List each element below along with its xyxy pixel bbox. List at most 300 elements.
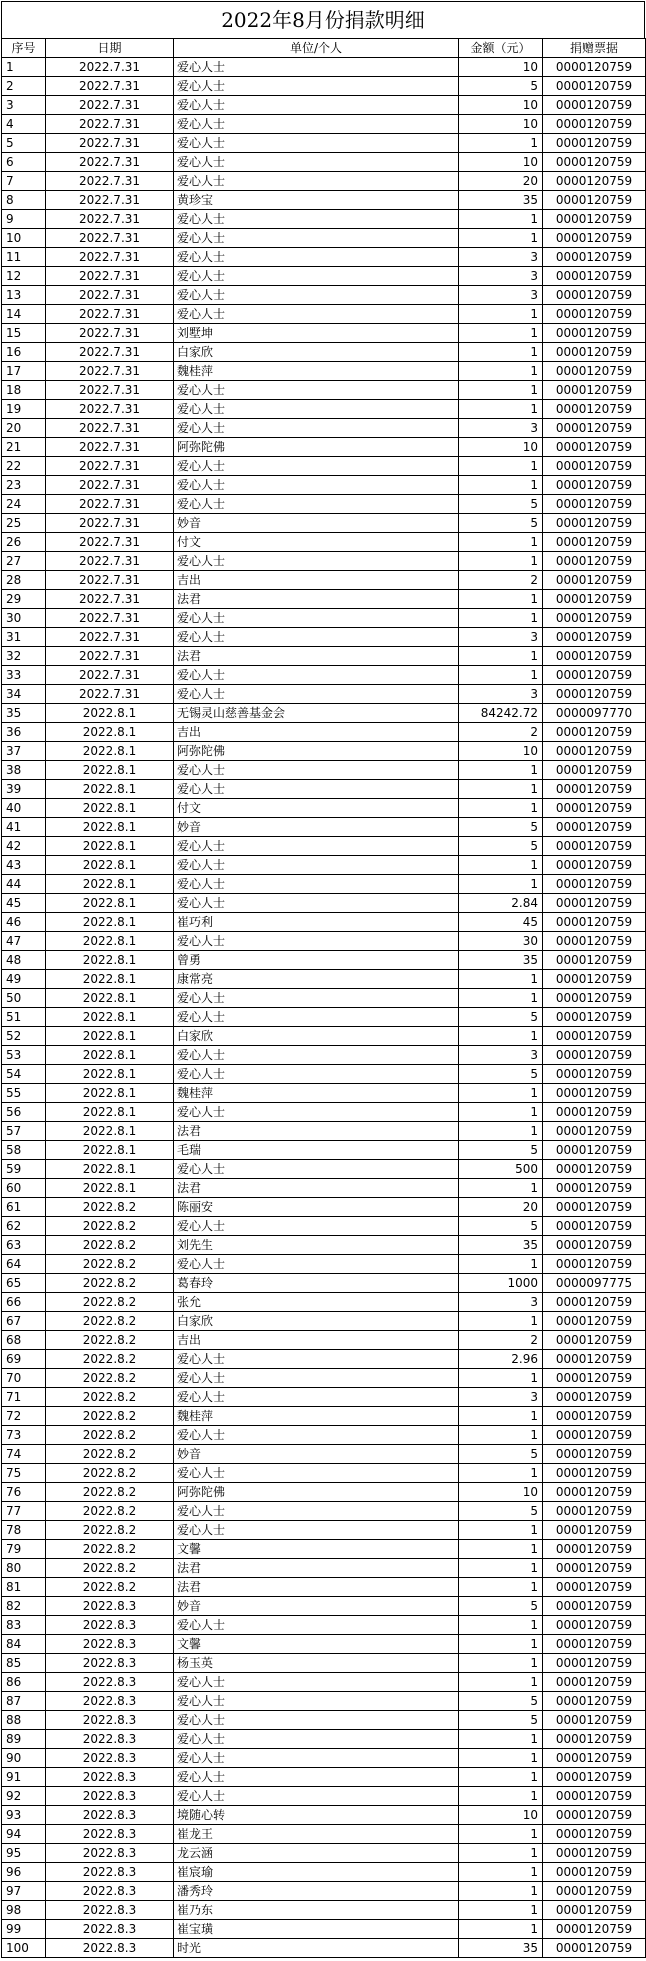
row-date: 2022.7.31 <box>46 134 174 153</box>
row-seq: 45 <box>2 894 46 913</box>
row-date: 2022.8.1 <box>46 780 174 799</box>
row-receipt: 0000120759 <box>543 1312 646 1331</box>
row-seq: 89 <box>2 1730 46 1749</box>
row-amount: 1 <box>459 1673 543 1692</box>
row-date: 2022.8.3 <box>46 1768 174 1787</box>
row-amount: 3 <box>459 628 543 647</box>
row-date: 2022.8.2 <box>46 1388 174 1407</box>
row-receipt: 0000120759 <box>543 1445 646 1464</box>
row-date: 2022.8.1 <box>46 913 174 932</box>
row-amount: 1 <box>459 1749 543 1768</box>
row-amount: 1 <box>459 210 543 229</box>
row-date: 2022.7.31 <box>46 647 174 666</box>
row-seq: 12 <box>2 267 46 286</box>
row-seq: 52 <box>2 1027 46 1046</box>
row-seq: 47 <box>2 932 46 951</box>
row-seq: 23 <box>2 476 46 495</box>
table-row <box>2 1103 646 1122</box>
table-row <box>2 666 646 685</box>
table-row <box>2 1521 646 1540</box>
row-receipt: 0000120759 <box>543 1711 646 1730</box>
row-donor: 白家欣 <box>174 343 459 362</box>
table-row <box>2 77 646 96</box>
row-receipt: 0000120759 <box>543 1046 646 1065</box>
row-receipt: 0000120759 <box>543 1350 646 1369</box>
row-amount: 1 <box>459 324 543 343</box>
table-row <box>2 1578 646 1597</box>
row-donor: 爱心人士 <box>174 153 459 172</box>
row-donor: 爱心人士 <box>174 229 459 248</box>
table-row <box>2 495 646 514</box>
table-row <box>2 799 646 818</box>
page-title: 2022年8月份捐款明细 <box>1 1 645 38</box>
row-seq: 56 <box>2 1103 46 1122</box>
row-seq: 22 <box>2 457 46 476</box>
row-date: 2022.7.31 <box>46 191 174 210</box>
row-date: 2022.7.31 <box>46 343 174 362</box>
row-donor: 爱心人士 <box>174 1160 459 1179</box>
row-date: 2022.8.3 <box>46 1654 174 1673</box>
table-row <box>2 1749 646 1768</box>
header-receipt: 捐赠票据 <box>543 39 646 58</box>
row-receipt: 0000120759 <box>543 1901 646 1920</box>
row-receipt: 0000120759 <box>543 1160 646 1179</box>
row-date: 2022.8.3 <box>46 1616 174 1635</box>
row-date: 2022.8.2 <box>46 1464 174 1483</box>
row-seq: 36 <box>2 723 46 742</box>
row-receipt: 0000120759 <box>543 514 646 533</box>
row-donor: 爱心人士 <box>174 1426 459 1445</box>
row-date: 2022.7.31 <box>46 495 174 514</box>
row-date: 2022.8.2 <box>46 1369 174 1388</box>
row-receipt: 0000120759 <box>543 1597 646 1616</box>
row-seq: 86 <box>2 1673 46 1692</box>
row-seq: 65 <box>2 1274 46 1293</box>
row-donor: 爱心人士 <box>174 476 459 495</box>
row-seq: 19 <box>2 400 46 419</box>
row-donor: 爱心人士 <box>174 685 459 704</box>
row-seq: 44 <box>2 875 46 894</box>
row-date: 2022.7.31 <box>46 96 174 115</box>
row-amount: 1 <box>459 1863 543 1882</box>
row-seq: 14 <box>2 305 46 324</box>
row-seq: 21 <box>2 438 46 457</box>
row-seq: 74 <box>2 1445 46 1464</box>
row-seq: 17 <box>2 362 46 381</box>
row-date: 2022.7.31 <box>46 685 174 704</box>
row-donor: 爱心人士 <box>174 1103 459 1122</box>
table-row <box>2 1787 646 1806</box>
row-donor: 爱心人士 <box>174 1768 459 1787</box>
row-receipt: 0000120759 <box>543 77 646 96</box>
row-receipt: 0000120759 <box>543 1008 646 1027</box>
row-amount: 1 <box>459 1084 543 1103</box>
row-date: 2022.8.1 <box>46 1084 174 1103</box>
row-date: 2022.8.1 <box>46 1065 174 1084</box>
row-donor: 无锡灵山慈善基金会 <box>174 704 459 723</box>
row-amount: 84242.72 <box>459 704 543 723</box>
row-receipt: 0000120759 <box>543 381 646 400</box>
row-date: 2022.7.31 <box>46 571 174 590</box>
row-donor: 张允 <box>174 1293 459 1312</box>
row-receipt: 0000120759 <box>543 495 646 514</box>
row-date: 2022.8.3 <box>46 1673 174 1692</box>
header-donor: 单位/个人 <box>174 39 459 58</box>
row-date: 2022.7.31 <box>46 153 174 172</box>
row-date: 2022.8.2 <box>46 1350 174 1369</box>
row-amount: 1 <box>459 1578 543 1597</box>
row-donor: 爱心人士 <box>174 134 459 153</box>
row-donor: 葛春玲 <box>174 1274 459 1293</box>
table-row <box>2 1882 646 1901</box>
row-date: 2022.8.1 <box>46 1027 174 1046</box>
row-seq: 69 <box>2 1350 46 1369</box>
row-amount: 1000 <box>459 1274 543 1293</box>
row-donor: 爱心人士 <box>174 894 459 913</box>
row-amount: 1 <box>459 1407 543 1426</box>
row-donor: 阿弥陀佛 <box>174 742 459 761</box>
row-donor: 爱心人士 <box>174 1692 459 1711</box>
row-donor: 爱心人士 <box>174 1521 459 1540</box>
row-date: 2022.8.2 <box>46 1274 174 1293</box>
row-receipt: 0000120759 <box>543 894 646 913</box>
row-amount: 1 <box>459 590 543 609</box>
row-amount: 5 <box>459 818 543 837</box>
row-amount: 1 <box>459 457 543 476</box>
row-donor: 爱心人士 <box>174 1046 459 1065</box>
table-row <box>2 1331 646 1350</box>
row-receipt: 0000120759 <box>543 438 646 457</box>
row-seq: 98 <box>2 1901 46 1920</box>
header-amount: 金额（元） <box>459 39 543 58</box>
row-seq: 13 <box>2 286 46 305</box>
row-receipt: 0000120759 <box>543 1464 646 1483</box>
row-amount: 1 <box>459 1312 543 1331</box>
row-donor: 爱心人士 <box>174 419 459 438</box>
row-donor: 爱心人士 <box>174 1502 459 1521</box>
row-seq: 4 <box>2 115 46 134</box>
row-receipt: 0000120759 <box>543 1730 646 1749</box>
row-amount: 10 <box>459 438 543 457</box>
row-seq: 5 <box>2 134 46 153</box>
row-seq: 35 <box>2 704 46 723</box>
row-seq: 33 <box>2 666 46 685</box>
row-donor: 时光 <box>174 1939 459 1958</box>
row-amount: 1 <box>459 1464 543 1483</box>
table-row <box>2 286 646 305</box>
row-amount: 3 <box>459 1388 543 1407</box>
row-donor: 爱心人士 <box>174 1065 459 1084</box>
table-row <box>2 970 646 989</box>
row-receipt: 0000120759 <box>543 362 646 381</box>
row-seq: 31 <box>2 628 46 647</box>
row-receipt: 0000120759 <box>543 96 646 115</box>
row-date: 2022.8.2 <box>46 1483 174 1502</box>
row-date: 2022.8.3 <box>46 1692 174 1711</box>
row-receipt: 0000120759 <box>543 723 646 742</box>
row-seq: 97 <box>2 1882 46 1901</box>
row-amount: 1 <box>459 1654 543 1673</box>
donation-table <box>1 38 646 1958</box>
row-donor: 吉出 <box>174 1331 459 1350</box>
row-seq: 75 <box>2 1464 46 1483</box>
row-seq: 70 <box>2 1369 46 1388</box>
row-amount: 1 <box>459 1255 543 1274</box>
row-date: 2022.8.2 <box>46 1559 174 1578</box>
table-row <box>2 1464 646 1483</box>
row-seq: 61 <box>2 1198 46 1217</box>
row-donor: 爱心人士 <box>174 1350 459 1369</box>
row-donor: 爱心人士 <box>174 875 459 894</box>
table-row <box>2 115 646 134</box>
row-seq: 67 <box>2 1312 46 1331</box>
row-seq: 27 <box>2 552 46 571</box>
row-seq: 72 <box>2 1407 46 1426</box>
row-date: 2022.8.2 <box>46 1312 174 1331</box>
table-row <box>2 381 646 400</box>
row-seq: 39 <box>2 780 46 799</box>
row-amount: 2 <box>459 571 543 590</box>
row-donor: 法君 <box>174 590 459 609</box>
row-receipt: 0000120759 <box>543 1749 646 1768</box>
row-donor: 文馨 <box>174 1635 459 1654</box>
row-amount: 1 <box>459 1901 543 1920</box>
row-amount: 1 <box>459 666 543 685</box>
row-date: 2022.7.31 <box>46 552 174 571</box>
row-date: 2022.8.1 <box>46 1141 174 1160</box>
row-amount: 1 <box>459 476 543 495</box>
row-receipt: 0000120759 <box>543 1540 646 1559</box>
table-row <box>2 1236 646 1255</box>
table-row <box>2 1407 646 1426</box>
row-donor: 文馨 <box>174 1540 459 1559</box>
row-date: 2022.7.31 <box>46 172 174 191</box>
row-donor: 法君 <box>174 647 459 666</box>
row-receipt: 0000120759 <box>543 1768 646 1787</box>
row-donor: 阿弥陀佛 <box>174 438 459 457</box>
row-amount: 5 <box>459 1065 543 1084</box>
table-row <box>2 96 646 115</box>
row-amount: 20 <box>459 1198 543 1217</box>
row-amount: 5 <box>459 1141 543 1160</box>
table-row <box>2 628 646 647</box>
row-receipt: 0000120759 <box>543 1521 646 1540</box>
row-receipt: 0000120759 <box>543 932 646 951</box>
row-date: 2022.8.1 <box>46 970 174 989</box>
row-seq: 100 <box>2 1939 46 1958</box>
table-row <box>2 723 646 742</box>
row-amount: 10 <box>459 1483 543 1502</box>
row-amount: 20 <box>459 172 543 191</box>
row-donor: 爱心人士 <box>174 1787 459 1806</box>
row-date: 2022.8.2 <box>46 1255 174 1274</box>
row-seq: 88 <box>2 1711 46 1730</box>
row-amount: 1 <box>459 362 543 381</box>
row-amount: 5 <box>459 837 543 856</box>
row-donor: 爱心人士 <box>174 1008 459 1027</box>
table-row <box>2 1065 646 1084</box>
row-amount: 35 <box>459 191 543 210</box>
row-receipt: 0000120759 <box>543 1787 646 1806</box>
table-row <box>2 837 646 856</box>
row-amount: 1 <box>459 1635 543 1654</box>
row-amount: 1 <box>459 343 543 362</box>
row-donor: 崔龙王 <box>174 1825 459 1844</box>
row-seq: 26 <box>2 533 46 552</box>
row-seq: 77 <box>2 1502 46 1521</box>
row-donor: 魏桂萍 <box>174 1407 459 1426</box>
row-donor: 付文 <box>174 799 459 818</box>
row-donor: 法君 <box>174 1578 459 1597</box>
row-seq: 95 <box>2 1844 46 1863</box>
row-receipt: 0000120759 <box>543 1065 646 1084</box>
row-date: 2022.8.1 <box>46 951 174 970</box>
row-donor: 潘秀玲 <box>174 1882 459 1901</box>
row-amount: 2.84 <box>459 894 543 913</box>
row-donor: 黄珍宝 <box>174 191 459 210</box>
row-seq: 8 <box>2 191 46 210</box>
row-date: 2022.8.1 <box>46 1103 174 1122</box>
row-seq: 64 <box>2 1255 46 1274</box>
row-donor: 魏桂萍 <box>174 362 459 381</box>
row-date: 2022.7.31 <box>46 248 174 267</box>
row-amount: 1 <box>459 552 543 571</box>
table-row <box>2 875 646 894</box>
row-date: 2022.8.1 <box>46 1122 174 1141</box>
row-date: 2022.7.31 <box>46 77 174 96</box>
table-row <box>2 1597 646 1616</box>
row-donor: 爱心人士 <box>174 932 459 951</box>
row-receipt: 0000120759 <box>543 1844 646 1863</box>
row-receipt: 0000120759 <box>543 1027 646 1046</box>
row-donor: 爱心人士 <box>174 96 459 115</box>
row-seq: 6 <box>2 153 46 172</box>
row-date: 2022.8.3 <box>46 1749 174 1768</box>
row-amount: 1 <box>459 1369 543 1388</box>
row-amount: 1 <box>459 1844 543 1863</box>
row-seq: 66 <box>2 1293 46 1312</box>
table-row <box>2 533 646 552</box>
row-donor: 崔乃东 <box>174 1901 459 1920</box>
table-row <box>2 1388 646 1407</box>
row-date: 2022.7.31 <box>46 229 174 248</box>
table-row <box>2 647 646 666</box>
row-date: 2022.8.1 <box>46 761 174 780</box>
table-row <box>2 343 646 362</box>
row-seq: 82 <box>2 1597 46 1616</box>
row-donor: 爱心人士 <box>174 305 459 324</box>
row-date: 2022.8.1 <box>46 1179 174 1198</box>
row-receipt: 0000120759 <box>543 761 646 780</box>
row-date: 2022.7.31 <box>46 533 174 552</box>
row-receipt: 0000120759 <box>543 590 646 609</box>
row-amount: 2 <box>459 723 543 742</box>
row-amount: 3 <box>459 267 543 286</box>
row-receipt: 0000120759 <box>543 685 646 704</box>
row-receipt: 0000120759 <box>543 1217 646 1236</box>
row-receipt: 0000120759 <box>543 628 646 647</box>
row-amount: 1 <box>459 1179 543 1198</box>
row-receipt: 0000120759 <box>543 780 646 799</box>
row-receipt: 0000120759 <box>543 1331 646 1350</box>
table-row <box>2 172 646 191</box>
row-donor: 爱心人士 <box>174 1673 459 1692</box>
table-row <box>2 419 646 438</box>
row-seq: 73 <box>2 1426 46 1445</box>
table-row <box>2 1122 646 1141</box>
row-date: 2022.8.2 <box>46 1521 174 1540</box>
row-seq: 58 <box>2 1141 46 1160</box>
row-receipt: 0000120759 <box>543 1939 646 1958</box>
row-amount: 5 <box>459 1502 543 1521</box>
row-date: 2022.8.2 <box>46 1426 174 1445</box>
row-date: 2022.8.3 <box>46 1635 174 1654</box>
row-seq: 62 <box>2 1217 46 1236</box>
row-receipt: 0000120759 <box>543 1179 646 1198</box>
row-donor: 魏桂萍 <box>174 1084 459 1103</box>
row-receipt: 0000120759 <box>543 1103 646 1122</box>
row-seq: 50 <box>2 989 46 1008</box>
row-receipt: 0000120759 <box>543 533 646 552</box>
row-donor: 杨玉英 <box>174 1654 459 1673</box>
row-receipt: 0000120759 <box>543 989 646 1008</box>
row-donor: 爱心人士 <box>174 77 459 96</box>
row-donor: 爱心人士 <box>174 628 459 647</box>
row-donor: 爱心人士 <box>174 457 459 476</box>
row-donor: 爱心人士 <box>174 1464 459 1483</box>
row-receipt: 0000120759 <box>543 286 646 305</box>
row-receipt: 0000120759 <box>543 248 646 267</box>
row-date: 2022.8.1 <box>46 723 174 742</box>
row-date: 2022.8.1 <box>46 1160 174 1179</box>
row-amount: 10 <box>459 115 543 134</box>
table-row <box>2 210 646 229</box>
row-donor: 法君 <box>174 1179 459 1198</box>
row-seq: 37 <box>2 742 46 761</box>
row-seq: 63 <box>2 1236 46 1255</box>
table-row <box>2 1540 646 1559</box>
table-row <box>2 1901 646 1920</box>
row-amount: 1 <box>459 1027 543 1046</box>
table-row <box>2 1616 646 1635</box>
row-receipt: 0000120759 <box>543 1654 646 1673</box>
row-receipt: 0000097775 <box>543 1274 646 1293</box>
row-seq: 99 <box>2 1920 46 1939</box>
header-row <box>2 39 646 58</box>
row-donor: 阿弥陀佛 <box>174 1483 459 1502</box>
table-row <box>2 305 646 324</box>
row-amount: 1 <box>459 647 543 666</box>
row-receipt: 0000120759 <box>543 571 646 590</box>
row-date: 2022.7.31 <box>46 305 174 324</box>
row-date: 2022.7.31 <box>46 476 174 495</box>
table-row <box>2 1711 646 1730</box>
table-row <box>2 1008 646 1027</box>
row-seq: 51 <box>2 1008 46 1027</box>
table-row <box>2 1217 646 1236</box>
row-amount: 1 <box>459 799 543 818</box>
table-row <box>2 1654 646 1673</box>
table-row <box>2 1084 646 1103</box>
row-receipt: 0000120759 <box>543 324 646 343</box>
table-row <box>2 1274 646 1293</box>
row-receipt: 0000120759 <box>543 267 646 286</box>
row-receipt: 0000120759 <box>543 1863 646 1882</box>
row-donor: 爱心人士 <box>174 400 459 419</box>
table-row <box>2 818 646 837</box>
row-receipt: 0000120759 <box>543 552 646 571</box>
table-row <box>2 590 646 609</box>
